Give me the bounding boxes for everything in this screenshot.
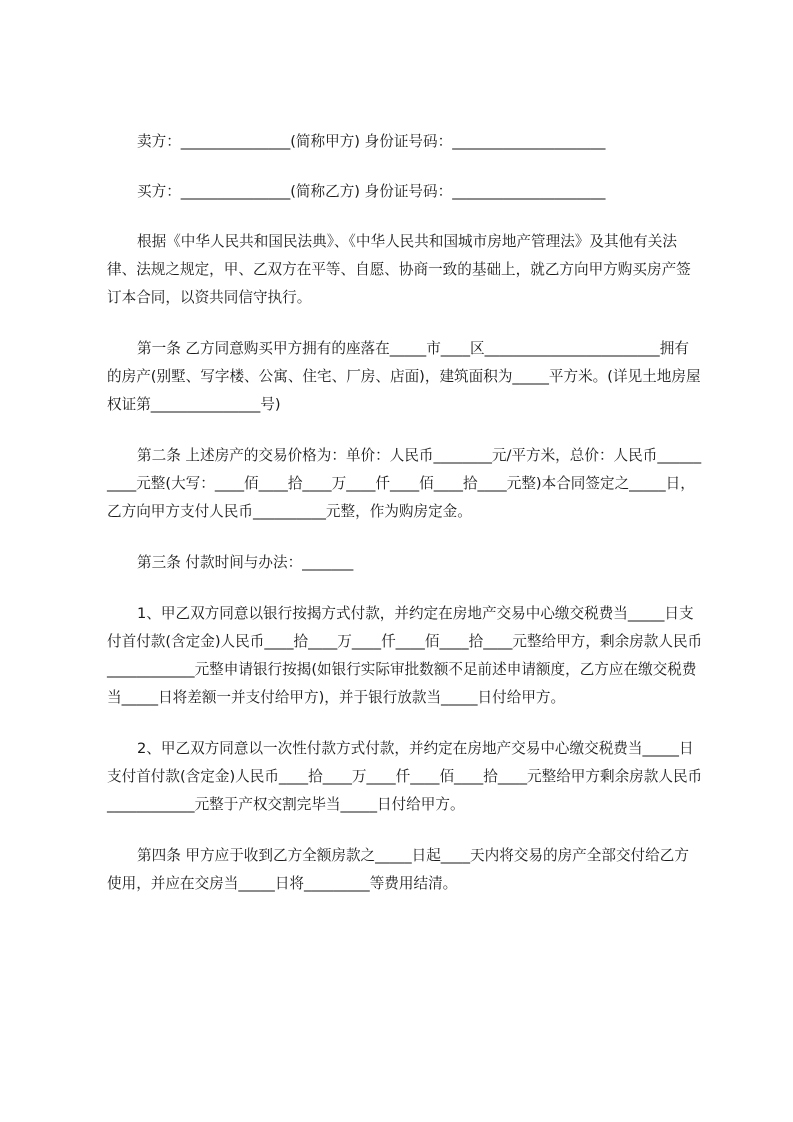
article-3-title: 第三条 付款时间与办法：_______ <box>137 554 354 571</box>
article-1: 第一条 乙方同意购买甲方拥有的座落在_____市____区________________________拥有的房产(别墅、写字楼、公寓、住宅、厂房、店面)，建筑面积为_____平方米。(详见土地房屋权证第_______________号) <box>107 340 701 413</box>
article-3-item-2: 2、甲乙双方同意以一次性付款方式付款，并约定在房地产交易中心缴交税费当_____日支付首付款(含定金)人民币____拾____万____仟____佰____拾____元整给甲方剩余房款人民币____________元整于产权交割完毕当_____日付给甲方。 <box>107 740 703 813</box>
article-4: 第四条 甲方应于收到乙方全额房款之_____日起____天内将交易的房产全部交付给乙方使用，并应在交房当_____日将_________等费用结清。 <box>107 847 689 892</box>
contract-body <box>107 128 703 898</box>
buyer-line: 买方：_______________(简称乙方) 身份证号码：_____________________ <box>137 183 606 200</box>
preamble-paragraph: 根据《中华人民共和国民法典》、《中华人民共和国城市房地产管理法》及其他有关法律、法规之规定，甲、乙双方在平等、自愿、协商一致的基础上，就乙方向甲方购买房产签订本合同，以资共同信守执行。 <box>107 233 691 306</box>
article-2: 第二条 上述房产的交易价格为：单价：人民币________元/平方米，总价：人民币__________元整(大写：____佰____拾____万____仟____佰____拾____元整)本合同签定之_____日，乙方向甲方支付人民币__________元整，作为购房定金。 <box>107 447 702 520</box>
seller-line: 卖方：_______________(简称甲方) 身份证号码：_____________________ <box>137 133 606 150</box>
article-3-item-1: 1、甲乙双方同意以银行按揭方式付款，并约定在房地产交易中心缴交税费当_____日支付首付款(含定金)人民币____拾____万____仟____佰____拾____元整给甲方，剩余房款人民币____________元整申请银行按揭(如银行实际审批数额不足前述申请额度，乙方应在缴交税费当_____日将差额一并支付给甲方)，并于银行放款当_____日付给甲方。 <box>107 605 703 706</box>
